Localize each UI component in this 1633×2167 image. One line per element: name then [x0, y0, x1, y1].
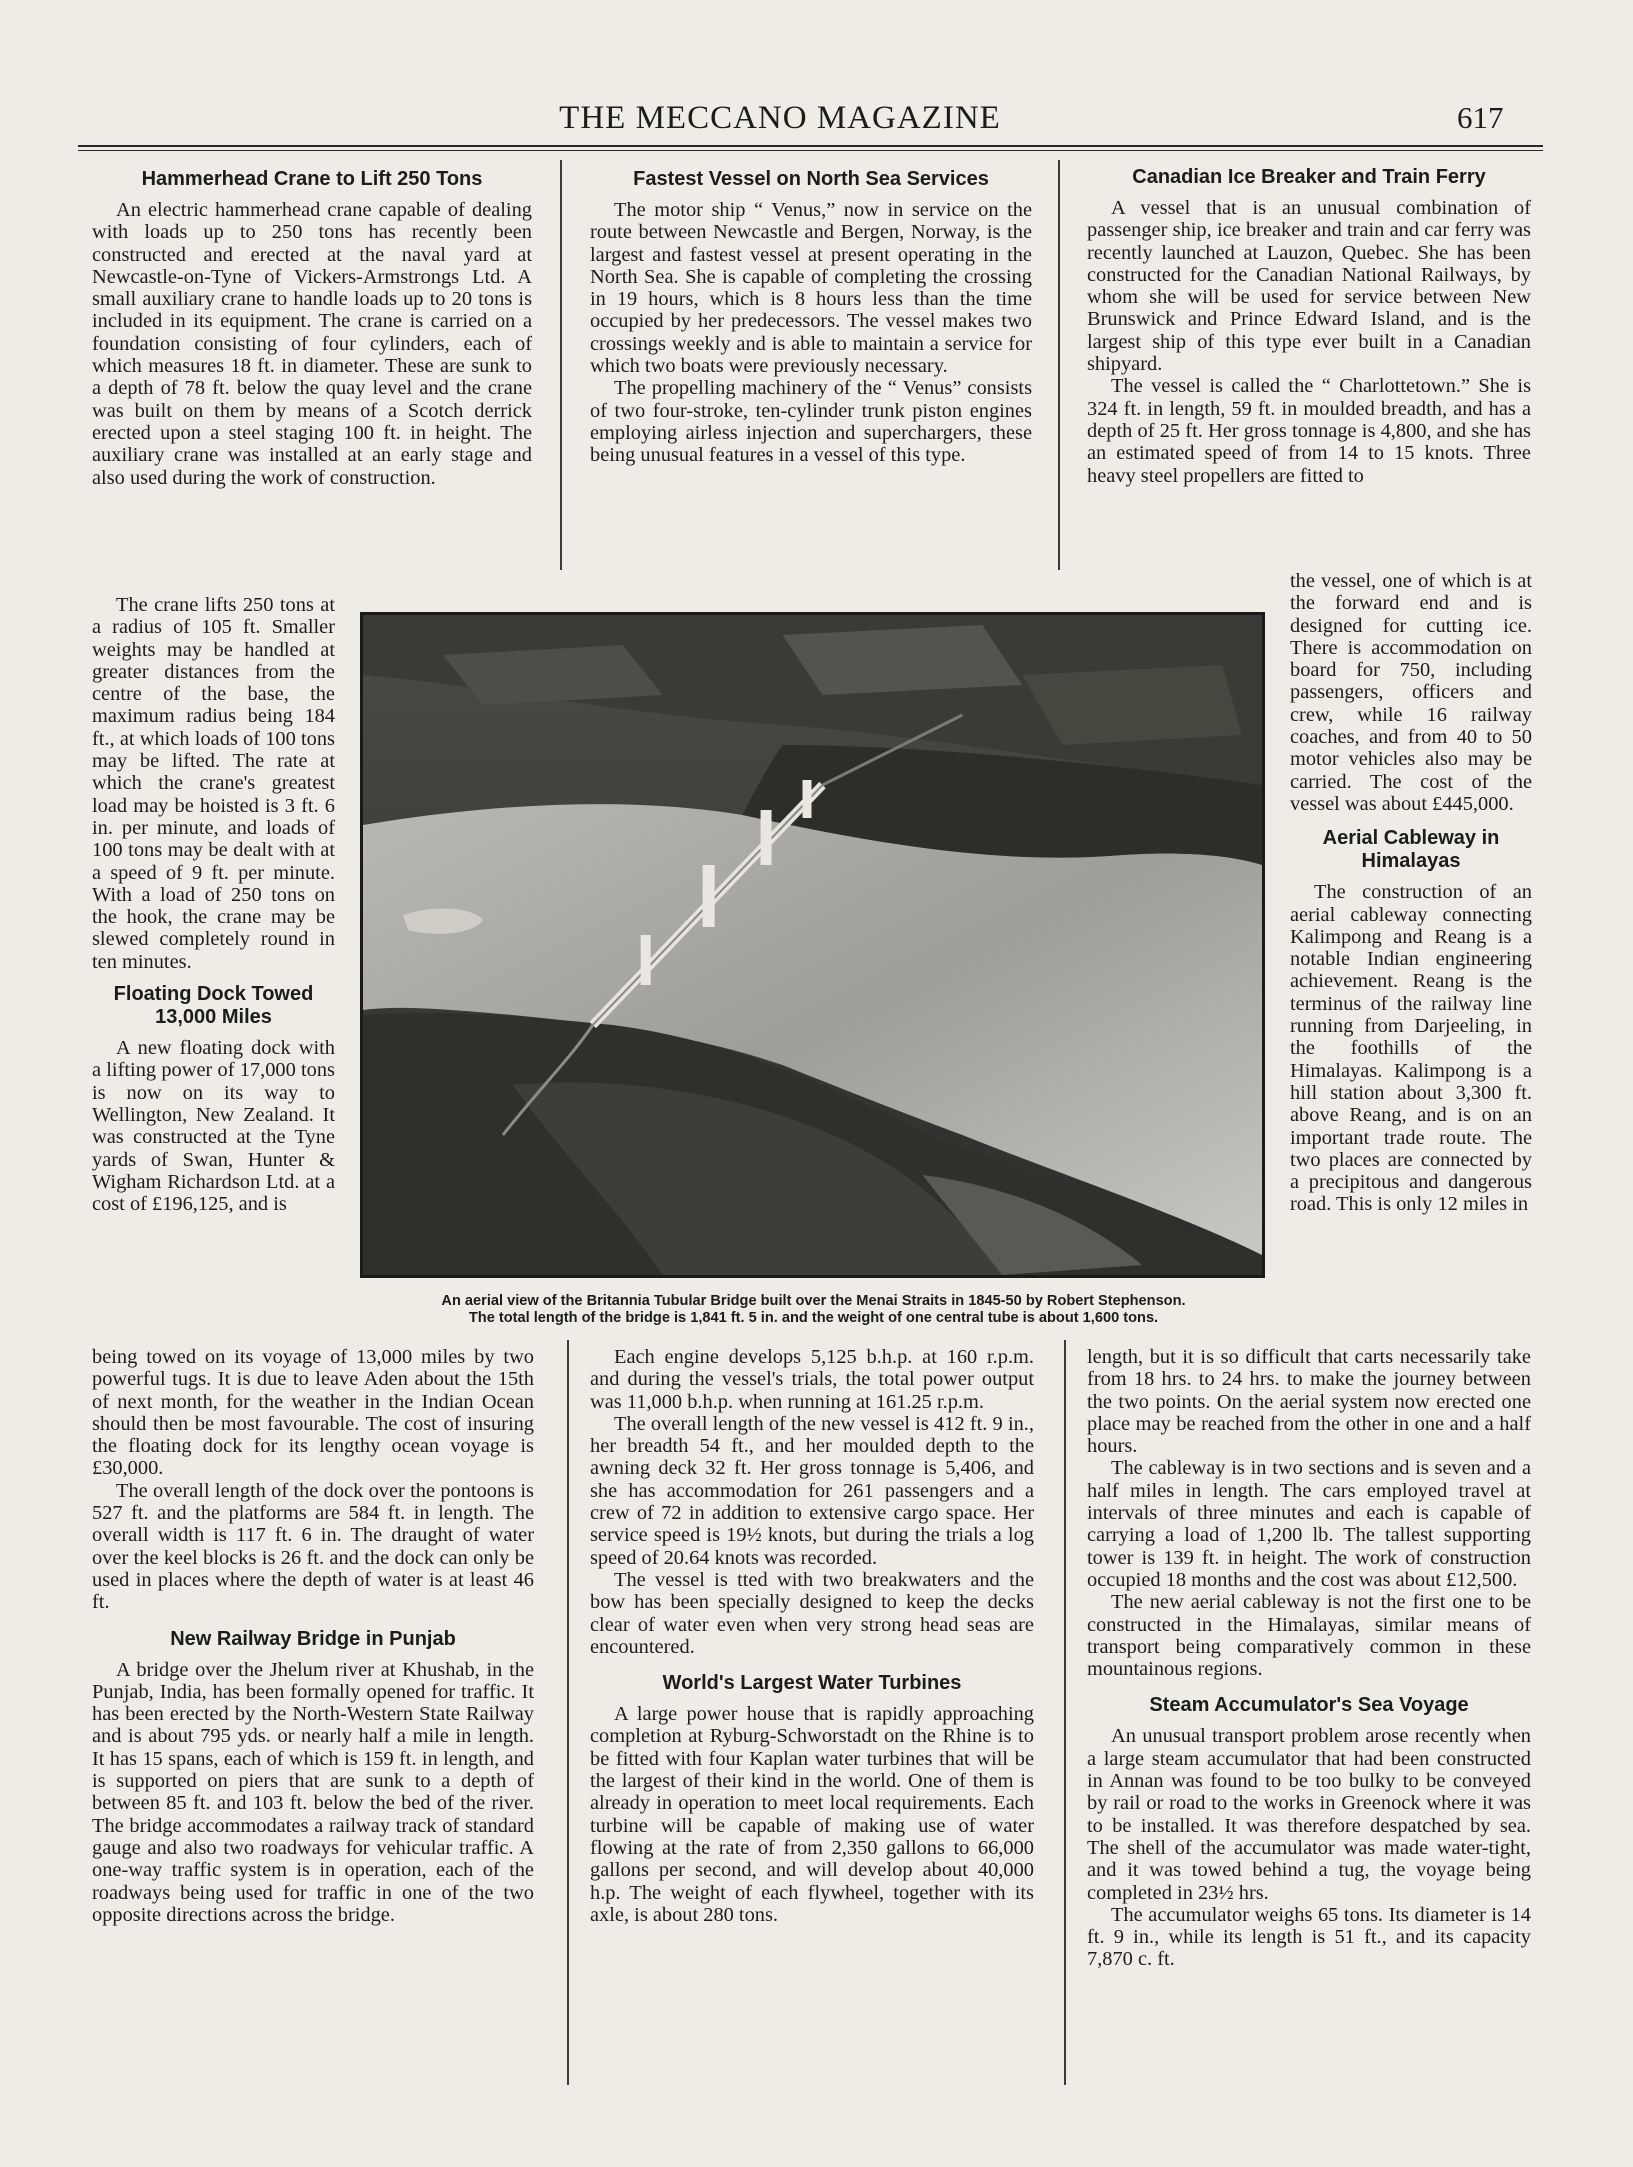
header-rule-top — [78, 145, 1543, 147]
paragraph: The motor ship “ Venus,” now in service on the route between Newcastle and Bergen, Norway, is the largest and fastest vessel at present operating in the North Sea. She is capable of completing the crossing in 19 hours, which is 8 hours less than the time occupied by her predecessors. The vessel makes two crossings weekly and is able to maintain a service for which two boats were previously necessary. — [590, 199, 1032, 378]
heading-water-turbines: World's Largest Water Turbines — [662, 1672, 962, 1695]
heading-fastest-vessel: Fastest Vessel on North Sea Services — [633, 168, 989, 190]
heading-punjab-bridge: New Railway Bridge in Punjab — [170, 1627, 456, 1650]
heading-steam-accumulator: Steam Accumulator's Sea Voyage — [1149, 1694, 1469, 1717]
paragraph: The vessel is tted with two breakwaters and the bow has been specially designed to keep the decks clear of water even when very strong head seas are encountered. — [590, 1568, 1034, 1658]
photo-caption — [356, 1293, 1271, 1327]
column-divider-right-top — [1058, 160, 1060, 570]
caption-line-2: The total length of the bridge is 1,841 ft. 5 in. and the weight of one central tube is about 1,600 tons. — [468, 1310, 1159, 1326]
paragraph: Each engine develops 5,125 b.h.p. at 160 r.p.m. and during the vessel's trials, the total power output was 11,000 b.h.p. when running at 161.25 r.p.m. — [590, 1346, 1034, 1413]
page-number: 617 — [1457, 100, 1504, 135]
paragraph: The construction of an aerial cableway connecting Kalimpong and Reang is a notable Indian engineering achievement. Reang is the terminus of the railway line running from Darjeeling, in the foothills of the Himalayas. Kalimpong is a hill station about 3,300 ft. above Reang, and is on an important trade route. The two places are connected by a precipitous and dangerous road. This is only 12 miles in — [1290, 881, 1532, 1216]
article-ice-breaker — [1087, 166, 1531, 487]
aerial-photo-illustration — [363, 615, 1262, 1275]
paragraph: An electric hammerhead crane capable of dealing with loads up to 250 tons has recently been constructed and erected at the naval yard at Newcastle-on-Tyne of Vickers-Armstrongs Ltd. A small auxiliary crane to handle loads up to 20 tons is included in its equipment. The crane is carried on a foundation consisting of four cylinders, each of which measures 18 ft. in diameter. These are sunk to a depth of 78 ft. below the quay level and the crane was built on them by means of a Scotch derrick erected upon a steel staging 100 ft. in height. The auxiliary crane was installed at an early stage and also used during the work of construction. — [92, 199, 532, 489]
paragraph: A new floating dock with a lifting power of 17,000 tons is now on its way to Wellington, New Zealand. It was constructed at the Tyne yards of Swan, Hunter & Wigham Richardson Ltd. at a cost of £196,125, and is — [92, 1037, 335, 1216]
paragraph: An unusual transport problem arose recently when a large steam accumulator that had been constructed in Annan was found to be too bulky to be conveyed by rail or road to the works in Greenock where it was to be installed. It was therefore despatched by sea. The shell of the accumulator was made water-tight, and it was towed behind a tug, the voyage being completed in 23½ hrs. — [1087, 1725, 1531, 1904]
article-hammerhead-crane-continued — [92, 594, 335, 1215]
paragraph: The propelling machinery of the “ Venus” consists of two four-stroke, ten-cylinder trunk piston engines employing airless injection and superchargers, these being unusual features in a vessel of this type. — [590, 377, 1032, 467]
article-floating-dock-continued — [92, 1346, 534, 1926]
heading-aerial-cableway: Aerial Cableway in Himalayas — [1322, 827, 1500, 873]
article-ice-breaker-continued — [1290, 570, 1532, 1216]
paragraph: The accumulator weighs 65 tons. Its diameter is 14 ft. 9 in., while its length is 51 ft., and its capacity 7,870 c. ft. — [1087, 1903, 1531, 1971]
article-fastest-vessel-continued — [590, 1346, 1034, 1926]
paragraph: A large power house that is rapidly approaching completion at Ryburg-Schworstadt on the Rhine is to be fitted with four Kaplan water turbines that will be the largest of their kind in the world. One of them is already in operation to meet local requirements. Each turbine will be capable of making use of water flowing at the rate of from 2,350 gallons to 66,000 gallons per second, and will develop about 40,000 h.p. The weight of each flywheel, together with its axle, is about 280 tons. — [590, 1703, 1034, 1926]
paragraph: The new aerial cableway is not the first one to be constructed in the Himalayas, similar means of transport being comparatively common in these mountainous regions. — [1087, 1591, 1531, 1681]
paragraph: A vessel that is an unusual combination of passenger ship, ice breaker and train and car ferry was recently launched at Lauzon, Quebec. She has been constructed for the Canadian National Railways, by whom she will be used for service between New Brunswick and Prince Edward Island, and is the largest ship of this type ever built in a Canadian shipyard. — [1087, 197, 1531, 376]
paragraph: being towed on its voyage of 13,000 miles by two powerful tugs. It is due to leave Aden about the 15th of next month, for the weather in the Indian Ocean should then be most favourable. The cost of insuring the floating dock for its lengthy ocean voyage is £30,000. — [92, 1346, 534, 1480]
aerial-photo-britannia-bridge — [360, 612, 1265, 1278]
column-divider-right-bottom — [1064, 1340, 1066, 2085]
article-hammerhead-crane — [92, 168, 532, 489]
article-cableway-continued — [1087, 1346, 1531, 1971]
article-fastest-vessel — [590, 168, 1032, 467]
header-rule-bottom — [78, 150, 1543, 151]
heading-ice-breaker: Canadian Ice Breaker and Train Ferry — [1132, 166, 1486, 188]
paragraph: The overall length of the new vessel is 412 ft. 9 in., her breadth 54 ft., and her moulded depth to the awning deck 32 ft. Her gross tonnage is 5,406, and she has accommodation for 261 passengers and a crew of 72 in addition to extensive cargo space. Her service speed is 19½ knots, but during the trials a log speed of 20.64 knots was recorded. — [590, 1412, 1034, 1569]
heading-floating-dock: Floating Dock Towed 13,000 Miles — [113, 983, 314, 1029]
column-divider-left-top — [560, 160, 562, 570]
heading-hammerhead-crane: Hammerhead Crane to Lift 250 Tons — [141, 168, 483, 190]
paragraph: The vessel is called the “ Charlottetown.” She is 324 ft. in length, 59 ft. in moulded breadth, and has a depth of 25 ft. Her gross tonnage is 4,800, and she has an estimated speed of from 14 to 15 knots. Three heavy steel propellers are fitted to — [1087, 375, 1531, 487]
magazine-title: THE MECCANO MAGAZINE — [559, 100, 1001, 136]
paragraph: the vessel, one of which is at the forward end and is designed for cutting ice. There is accommodation on board for 750, including passengers, officers and crew, while 16 railway coaches, and from 40 to 50 motor vehicles also may be carried. The cost of the vessel was about £445,000. — [1290, 570, 1532, 815]
paragraph: The crane lifts 250 tons at a radius of 105 ft. Smaller weights may be handled at greater distances from the centre of the base, the maximum radius being 184 ft., at which loads of 100 tons may be lifted. The rate at which the crane's greatest load may be hoisted is 3 ft. 6 in. per minute, and loads of 100 tons may be dealt with at a speed of 9 ft. per minute. With a load of 250 tons on the hook, the crane may be slewed completely round in ten minutes. — [92, 594, 335, 973]
paragraph: The overall length of the dock over the pontoons is 527 ft. and the platforms are 584 ft. in length. The overall width is 117 ft. 6 in. The draught of water over the keel blocks is 26 ft. and the dock can only be used in places where the depth of water is at least 46 ft. — [92, 1479, 534, 1614]
paragraph: length, but it is so difficult that carts necessarily take from 18 hrs. to 24 hrs. to make the journey between the two points. On the aerial system now erected one place may be reached from the other in one and a half hours. — [1087, 1346, 1531, 1458]
caption-line-1: An aerial view of the Britannia Tubular Bridge built over the Menai Straits in 1845-50 by Robert Stephenson. — [441, 1293, 1186, 1309]
paragraph: The cableway is in two sections and is seven and a half miles in length. The cars employed travel at intervals of three minutes and each is capable of carrying a load of 1,200 lb. The tallest supporting tower is 139 ft. in height. The work of construction occupied 18 months and the cost was about £12,500. — [1087, 1457, 1531, 1591]
column-divider-left-bottom — [567, 1340, 569, 2085]
paragraph: A bridge over the Jhelum river at Khushab, in the Punjab, India, has been formally opened for traffic. It has been erected by the North-Western State Railway and is about 795 yds. or nearly half a mile in length. It has 15 spans, each of which is 159 ft. in length, and is supported on piers that are sunk to a depth of between 85 ft. and 103 ft. below the bed of the river. The bridge accommodates a railway track of standard gauge and also two roadways for vehicular traffic. A one-way traffic system is in operation, each of the roadways being used for traffic in one of the two opposite directions across the bridge. — [92, 1658, 534, 1926]
